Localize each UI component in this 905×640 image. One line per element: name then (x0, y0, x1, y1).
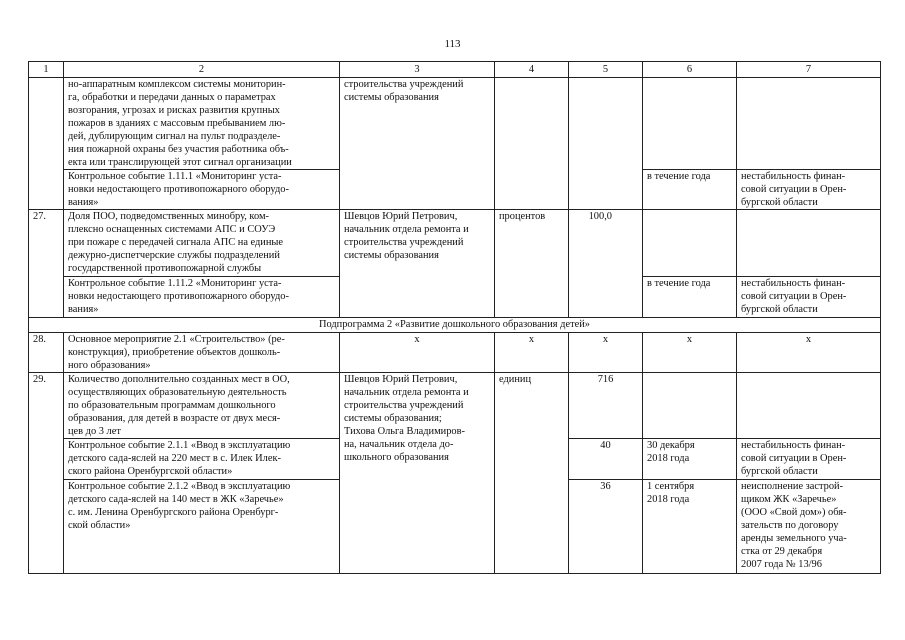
row-number-cell (29, 78, 64, 210)
risk-cell (737, 210, 881, 277)
value-cell (569, 78, 643, 210)
term-cell (643, 210, 737, 277)
header-row (29, 62, 881, 78)
table-row-29 (29, 373, 881, 439)
event-text-cell: Контрольное событие 1.11.1 «Мониторинг уста- новки недостающего противопожарного оборудо- вания» (64, 170, 340, 210)
risk-cell (737, 78, 881, 170)
table-row-27 (29, 210, 881, 277)
col-header-2: 2 (64, 62, 340, 78)
row-number-cell: 28. (29, 333, 64, 373)
program-table (28, 61, 881, 574)
event-term-cell: 30 декабря 2018 года (643, 439, 737, 480)
unit-cell: х (495, 333, 569, 373)
event-risk-cell: нестабильность финан- совой ситуации в Орен- бургской области (737, 277, 881, 318)
col-header-1: 1 (29, 62, 64, 78)
col-header-5: 5 (569, 62, 643, 78)
event-term-cell: в течение года (643, 170, 737, 210)
col-header-3: 3 (340, 62, 495, 78)
responsible-cell: Шевцов Юрий Петрович, начальник отдела ремонта и строительства учреждений системы образования; Тихова Ольга Владимиров- на, начальник отдела до- школьного образования (340, 373, 495, 574)
section-row (29, 318, 881, 333)
risk-cell: х (737, 333, 881, 373)
event-term-cell: 1 сентября 2018 года (643, 480, 737, 574)
indicator-text-cell: Доля ПОО, подведомственных минобру, ком- плексно оснащенных системами АПС и СОУЭ при пожаре с передачей сигнала АПС на единые дежурно-диспетчерские службы подразделений государственной противопожарной службы (64, 210, 340, 277)
term-cell (643, 373, 737, 439)
event-risk-cell: нестабильность финан- совой ситуации в Орен- бургской области (737, 170, 881, 210)
risk-cell (737, 373, 881, 439)
unit-cell: процентов (495, 210, 569, 318)
indicator-text-cell: Количество дополнительно созданных мест в ОО, осуществляющих образовательную деятельность по образовательным программам дошкольного образования, для детей в возрасте от двух меся- цев до 3 лет (64, 373, 340, 439)
event-value-cell: 36 (569, 480, 643, 574)
event-risk-cell: неисполнение застрой- щиком ЖК «Заречье» (ООО «Свой дом») обя- зательств по договору аренды земельного уча- стка от 29 декабря 2007 года № 13/96 (737, 480, 881, 574)
unit-cell (495, 78, 569, 210)
event-text-cell: Контрольное событие 1.11.2 «Мониторинг уста- новки недостающего противопожарного оборудо- вания» (64, 277, 340, 318)
col-header-6: 6 (643, 62, 737, 78)
indicator-text-cell: но-аппаратным комплексом системы мониторин- га, обработки и передачи данных о параметрах возгорания, угрозах и рисках развития крупных пожаров в зданиях с массовым пребыванием лю- дей, дублирующим сигнал на пульт подразделе- ния пожарной охраны без участия работника объ- екта или транслирующей этот сигнал организации (64, 78, 340, 170)
section-title: Подпрограмма 2 «Развитие дошкольного образования детей» (29, 318, 881, 333)
responsible-cell: Шевцов Юрий Петрович, начальник отдела ремонта и строительства учреждений системы образования (340, 210, 495, 318)
table-row-continuation (29, 78, 881, 170)
col-header-7: 7 (737, 62, 881, 78)
responsible-cell: х (340, 333, 495, 373)
event-term-cell: в течение года (643, 277, 737, 318)
indicator-text-cell: Основное мероприятие 2.1 «Строительство» (ре- конструкция), приобретение объектов дошколь- ного образования» (64, 333, 340, 373)
value-cell: х (569, 333, 643, 373)
event-risk-cell: нестабильность финан- совой ситуации в Орен- бургской области (737, 439, 881, 480)
event-text-cell: Контрольное событие 2.1.1 «Ввод в эксплуатацию детского сада-яслей на 220 мест в с. Илек Илек- ского района Оренбургской области» (64, 439, 340, 480)
event-text-cell: Контрольное событие 2.1.2 «Ввод в эксплуатацию детского сада-яслей на 140 мест в ЖК «Заречье» с. им. Ленина Оренбургского района Оренбург- ской области» (64, 480, 340, 574)
unit-cell: единиц (495, 373, 569, 574)
responsible-cell: строительства учреждений системы образования (340, 78, 495, 210)
page-number: 113 (444, 38, 461, 50)
row-number-cell: 29. (29, 373, 64, 574)
table-row-28 (29, 333, 881, 373)
event-value-cell: 40 (569, 439, 643, 480)
row-number-cell: 27. (29, 210, 64, 318)
term-cell: х (643, 333, 737, 373)
value-cell: 716 (569, 373, 643, 439)
col-header-4: 4 (495, 62, 569, 78)
term-cell (643, 78, 737, 170)
value-cell: 100,0 (569, 210, 643, 318)
